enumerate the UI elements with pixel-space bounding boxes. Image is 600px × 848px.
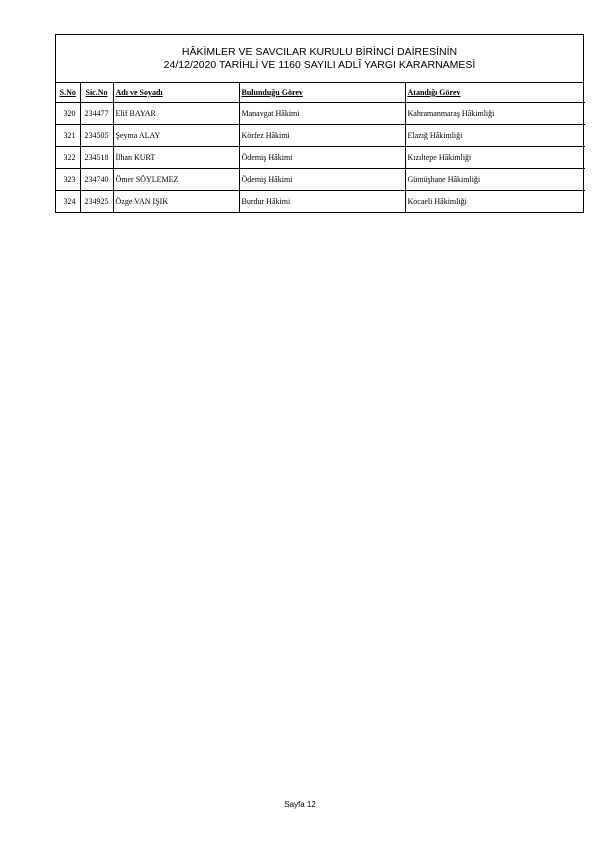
cell-current-post: Ödemiş Hâkimi — [239, 168, 405, 190]
cell-sicno: 234925 — [80, 190, 113, 212]
cell-current-post: Burdur Hâkimi — [239, 190, 405, 212]
cell-name: İlhan KURT — [113, 146, 239, 168]
table-row — [56, 124, 585, 146]
column-header-name: Adı ve Soyadı — [113, 83, 239, 102]
column-header-sno: S.No — [56, 83, 80, 102]
column-header-appointed-post: Atandığı Görev — [405, 83, 585, 102]
page-number: Sayfa 12 — [284, 800, 316, 809]
cell-sicno: 234740 — [80, 168, 113, 190]
cell-name: Özge VAN IŞIK — [113, 190, 239, 212]
cell-current-post: Körfez Hâkimi — [239, 124, 405, 146]
cell-sicno: 234505 — [80, 124, 113, 146]
table-row — [56, 168, 585, 190]
cell-appointed-post: Gümüşhane Hâkimliği — [405, 168, 585, 190]
cell-sicno: 234477 — [80, 102, 113, 124]
cell-sno: 321 — [56, 124, 80, 146]
cell-current-post: Manavgat Hâkimi — [239, 102, 405, 124]
table-row — [56, 102, 585, 124]
cell-sno: 320 — [56, 102, 80, 124]
cell-name: Şeyma ALAY — [113, 124, 239, 146]
column-header-current-post: Bulunduğu Görev — [239, 83, 405, 102]
document-header — [56, 35, 583, 83]
header-title-line1: HÂKİMLER VE SAVCILAR KURULU BİRİNCİ DAİRESİNİN — [181, 46, 458, 58]
cell-sno: 323 — [56, 168, 80, 190]
cell-current-post: Ödemiş Hâkimi — [239, 146, 405, 168]
table-row — [56, 146, 585, 168]
table-header-row — [56, 83, 585, 102]
cell-sno: 322 — [56, 146, 80, 168]
decree-frame — [55, 34, 584, 213]
cell-appointed-post: Kocaeli Hâkimliği — [405, 190, 585, 212]
cell-appointed-post: Kahramanmaraş Hâkimliği — [405, 102, 585, 124]
cell-sno: 324 — [56, 190, 80, 212]
cell-sicno: 234518 — [80, 146, 113, 168]
cell-appointed-post: Elazığ Hâkimliği — [405, 124, 585, 146]
column-header-sicno: Sic.No — [80, 83, 113, 102]
table-row — [56, 190, 585, 212]
cell-name: Ömer SÖYLEMEZ — [113, 168, 239, 190]
appointments-table — [56, 83, 585, 212]
cell-appointed-post: Kızıltepe Hâkimliği — [405, 146, 585, 168]
cell-name: Elif BAYAR — [113, 102, 239, 124]
header-title-line2: 24/12/2020 TARİHLİ VE 1160 SAYILI ADLÎ YARGI KARARNAMESİ — [163, 59, 476, 71]
